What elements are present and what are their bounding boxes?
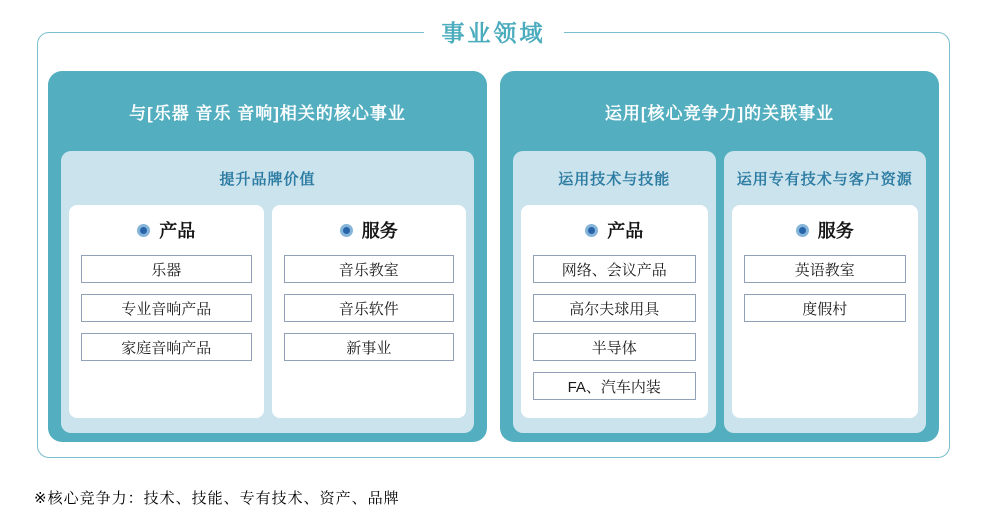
subpanel-tech-skills-title: 运用技术与技能	[558, 170, 671, 188]
footnote: ※核心竞争力：技术、技能、专有技术、资产、品牌	[34, 490, 400, 507]
subpanel-brand-value	[61, 151, 474, 433]
panel-core-business-title: 与[乐器 音乐 音响]相关的核心事业	[129, 103, 406, 123]
panel-core-business	[48, 71, 487, 442]
list-item: 半导体	[533, 333, 696, 361]
bullet-icon	[137, 224, 150, 237]
list-item: 音乐软件	[284, 294, 455, 322]
card-heading-label: 产品	[607, 221, 644, 241]
list-item: 新事业	[284, 333, 455, 361]
subpanel-tech-skills	[513, 151, 716, 433]
list-item: 高尔夫球用具	[533, 294, 696, 322]
page-title: 事业领域	[424, 15, 564, 48]
panel-related-business	[500, 71, 939, 442]
bullet-icon	[796, 224, 809, 237]
bullet-icon	[340, 224, 353, 237]
list-item: 乐器	[81, 255, 252, 283]
subpanel-proprietary-customer-title: 运用专有技术与客户资源	[736, 170, 913, 188]
list-item: 音乐教室	[284, 255, 455, 283]
card-core-services	[272, 205, 467, 418]
card-heading-label: 服务	[361, 221, 398, 241]
subpanel-proprietary-customer	[724, 151, 927, 433]
list-item: 专业音响产品	[81, 294, 252, 322]
list-item: 英语教室	[744, 255, 907, 283]
card-heading-label: 服务	[817, 221, 854, 241]
subpanel-brand-value-title: 提升品牌价值	[219, 170, 316, 188]
panels-row	[38, 33, 949, 457]
list-item: 度假村	[744, 294, 907, 322]
card-related-products	[521, 205, 708, 418]
card-heading-label: 产品	[159, 221, 196, 241]
business-domain-frame	[37, 20, 950, 458]
card-related-services	[732, 205, 919, 418]
panel-related-business-title: 运用[核心竞争力]的关联事业	[604, 103, 835, 123]
card-core-products	[69, 205, 264, 418]
list-item: 网络、会议产品	[533, 255, 696, 283]
list-item: FA、汽车内装	[533, 372, 696, 400]
bullet-icon	[585, 224, 598, 237]
list-item: 家庭音响产品	[81, 333, 252, 361]
